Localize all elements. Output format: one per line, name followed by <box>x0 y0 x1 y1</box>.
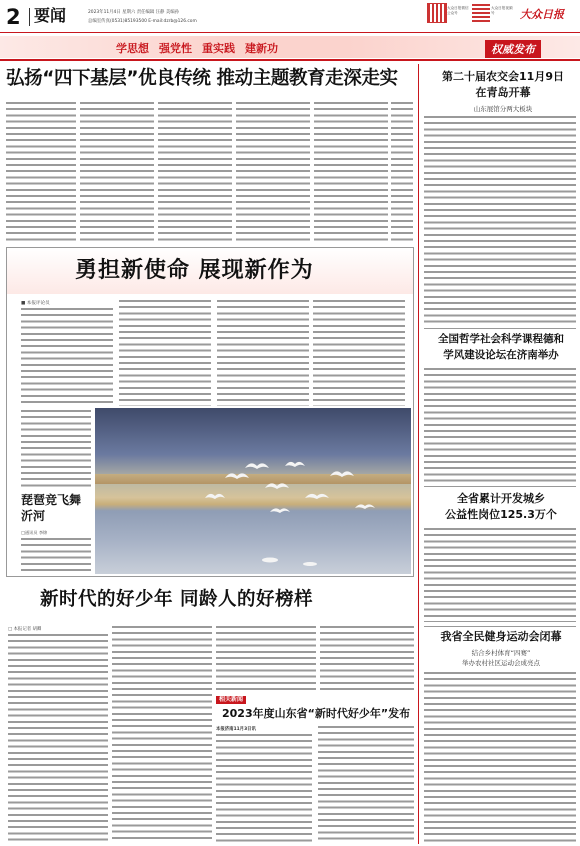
qr-code-icon <box>472 4 490 22</box>
top-story-body <box>236 102 310 244</box>
qr-caption: 大众日报视频号 <box>491 6 513 15</box>
qr-code-icon <box>428 4 446 22</box>
article-title: 公益性岗位125.3万个 <box>445 508 557 521</box>
divider <box>29 8 30 26</box>
authority-badge: 权威发布 <box>485 40 541 58</box>
campaign-banner <box>0 36 580 64</box>
section-rule <box>424 626 576 627</box>
article-body <box>424 672 576 842</box>
section-rule <box>424 486 576 487</box>
photo-caption-body <box>21 538 91 572</box>
top-story-body <box>6 102 76 244</box>
feature-body <box>21 308 113 406</box>
masthead-info-2: 总编室传真(0531)85193500 E-mail:dzrb@126.com <box>88 19 197 24</box>
article-subtitle: 结合乡村体育“四赛” <box>471 649 531 657</box>
slogan-word: 学思想 <box>116 42 149 55</box>
top-story-body <box>80 102 154 244</box>
lake-birds-photo <box>95 408 411 574</box>
column-divider <box>418 64 419 844</box>
banner-slogan <box>116 40 278 56</box>
photo-title: 琵琶竞飞舞沂河 <box>21 493 82 523</box>
article-body <box>424 528 576 622</box>
related-news-body <box>318 726 414 842</box>
top-story-body <box>391 102 413 244</box>
youth-headline: 新时代的好少年 同龄人的好榜样 <box>40 589 313 610</box>
article-body <box>424 368 576 482</box>
slogan-word: 强党性 <box>159 42 192 55</box>
feature-box <box>6 247 414 577</box>
feature-body <box>217 300 309 406</box>
newspaper-logo: 大众日报 <box>520 8 564 21</box>
photo-credit: □通讯员 李锦 <box>21 530 48 535</box>
feature-body <box>313 300 405 406</box>
youth-body <box>320 626 414 692</box>
page-number: 2 <box>6 5 21 29</box>
feature-body <box>21 410 91 490</box>
article-title: 全省累计开发城乡 <box>457 492 545 505</box>
flying-birds-icon <box>95 408 411 574</box>
related-news-title: 2023年度山东省“新时代好少年”发布 <box>222 707 411 720</box>
top-story-headline: 弘扬“四下基层”优良传统 推动主题教育走深走实 <box>6 68 398 89</box>
section-title: 要闻 <box>34 6 67 25</box>
related-news-body <box>216 734 312 842</box>
slogan-word: 建新功 <box>245 42 278 55</box>
masthead-rule <box>0 32 580 33</box>
youth-body <box>216 626 316 692</box>
top-story-body <box>158 102 232 244</box>
article-subtitle: 山东展馆分两大板块 <box>473 105 533 113</box>
banner-rule <box>0 59 580 61</box>
youth-byline: □ 本报记者 胡卿 <box>8 627 42 632</box>
article-title: 在青岛开幕 <box>475 86 531 99</box>
feature-body <box>119 300 211 406</box>
feature-byline: ■ 本报评论员 <box>21 301 50 306</box>
masthead <box>0 0 580 34</box>
qr-caption: 大众日报微信公众号 <box>447 6 469 15</box>
feature-headline: 勇担新使命 展现新作为 <box>75 258 314 283</box>
top-story-body <box>314 102 388 244</box>
article-subtitle: 举办农村社区运动会成亮点 <box>462 659 540 667</box>
slogan-word: 重实践 <box>202 42 235 55</box>
article-title: 学风建设论坛在济南举办 <box>443 349 559 361</box>
article-title: 我省全民健身运动会闭幕 <box>440 630 562 643</box>
article-title: 全国哲学社会科学课程德和 <box>438 333 564 345</box>
masthead-info-1: 2023年11月4日 星期六 责任编辑 汪静 美编孙 <box>88 10 179 15</box>
youth-body <box>112 626 212 842</box>
youth-body <box>8 634 108 842</box>
related-news-tag: 相关新闻 <box>216 696 246 704</box>
related-news-byline: 本报济南11月3日讯 <box>216 727 256 732</box>
article-body <box>424 116 576 324</box>
section-rule <box>424 328 576 329</box>
article-title: 第二十届农交会11月9日 <box>442 70 564 83</box>
